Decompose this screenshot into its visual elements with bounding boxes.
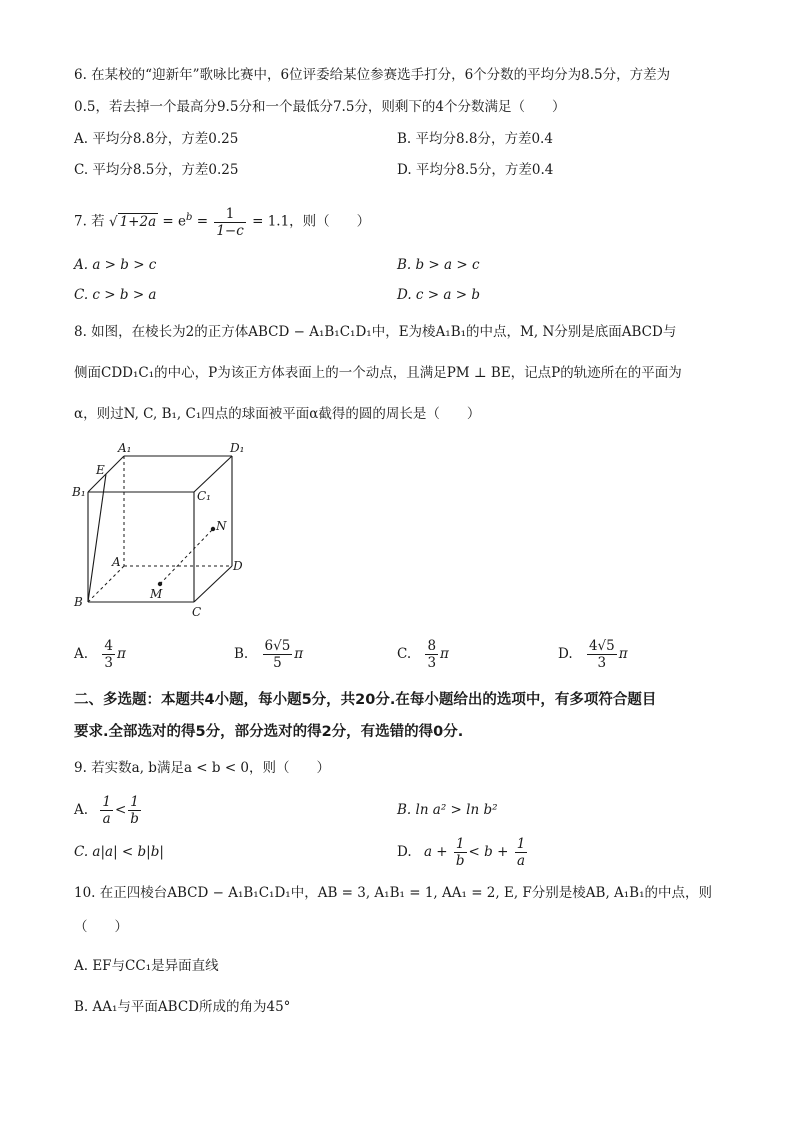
q8-b-den: 5 bbox=[273, 655, 282, 671]
q9-a-frac2 bbox=[128, 794, 141, 827]
q8-c-label: C. bbox=[397, 646, 412, 662]
label-n: N bbox=[216, 519, 227, 533]
q6-option-a: A. 平均分8.8分，方差0.25 bbox=[74, 131, 239, 147]
label-c1: C₁ bbox=[197, 489, 211, 503]
q8-d-frac bbox=[587, 638, 617, 671]
label-d: D bbox=[233, 559, 243, 573]
section2-heading-line2: 要求.全部选对的得5分，部分选对的得2分，有选错的得0分. bbox=[74, 724, 464, 740]
segment-be bbox=[88, 474, 106, 602]
q7-prefix: 7. 若 bbox=[74, 213, 105, 230]
q8-stem-line2: 侧面CDD₁C₁的中心，P为该正方体表面上的一个动点，且满足PM ⊥ BE，记点P的轨迹所在的平面为 bbox=[74, 365, 682, 381]
q9-d-n1: 1 bbox=[454, 836, 467, 853]
q9-d-n2: 1 bbox=[516, 836, 526, 852]
q9-option-c: C. a|a| < b|b| bbox=[74, 844, 164, 860]
q9-option-b: B. ln a² > ln b² bbox=[397, 802, 498, 818]
q9-a-n2: 1 bbox=[128, 794, 141, 811]
q9-d-frac2 bbox=[515, 836, 528, 869]
q9-option-d bbox=[397, 834, 529, 870]
label-c: C bbox=[192, 605, 202, 619]
q8-c-den: 3 bbox=[427, 655, 437, 671]
q8-b-label: B. bbox=[234, 646, 249, 662]
q10-option-a: A. EF与CC₁是异面直线 bbox=[74, 958, 219, 974]
point-m bbox=[158, 582, 162, 586]
label-a: A bbox=[112, 555, 121, 569]
q9-option-a bbox=[74, 792, 143, 828]
q7-stem bbox=[74, 198, 370, 238]
q8-d-den: 3 bbox=[597, 655, 607, 671]
q8-a-den: 3 bbox=[104, 655, 113, 671]
label-b1: B₁ bbox=[72, 485, 86, 499]
q8-a-pi: π bbox=[116, 646, 126, 662]
q9-d-d1: b bbox=[455, 853, 465, 869]
label-b: B bbox=[74, 595, 83, 609]
q6-option-c: C. 平均分8.5分，方差0.25 bbox=[74, 162, 239, 178]
q8-d-pi: π bbox=[618, 646, 628, 662]
q7-sqrt: √ 1+2a bbox=[108, 214, 157, 230]
q8-option-d bbox=[558, 636, 628, 672]
q7-exp: b bbox=[186, 212, 193, 223]
q8-c-frac bbox=[425, 638, 438, 671]
q8-option-b bbox=[234, 636, 303, 672]
q7-suffix: = 1.1，则（ ） bbox=[252, 213, 371, 230]
q8-c-pi: π bbox=[440, 646, 449, 662]
q8-option-c bbox=[397, 636, 449, 672]
q7-eq2: = bbox=[196, 213, 209, 230]
q8-a-num: 4 bbox=[104, 638, 113, 654]
q6-option-b: B. 平均分8.8分，方差0.4 bbox=[397, 131, 553, 147]
edge-d1c1 bbox=[194, 456, 232, 492]
q6-stem-line2: 0.5，若去掉一个最高分9.5分和一个最低分7.5分，则剩下的4个分数满足（ ） bbox=[74, 99, 566, 115]
q7-frac-den: 1−c bbox=[216, 222, 244, 239]
q8-stem-line1: 8. 如图，在棱长为2的正方体ABCD − A₁B₁C₁D₁中，E为棱A₁B₁的中点，M, N分别是底面ABCD与 bbox=[74, 324, 677, 340]
q9-a-d2: b bbox=[130, 811, 139, 827]
q8-stem-line3: α，则过N, C, B₁, C₁四点的球面被平面α截得的圆的周长是（ ） bbox=[74, 406, 481, 422]
q8-b-frac bbox=[263, 638, 293, 671]
q10-stem-line1: 10. 在正四棱台ABCD − A₁B₁C₁D₁中，AB = 3, A₁B₁ = 1, AA₁ = 2, E, F分别是棱AB, A₁B₁的中点，则 bbox=[74, 885, 713, 901]
q8-d-num: 4√5 bbox=[588, 638, 615, 654]
section2-heading-line1: 二、多选题：本题共4小题，每小题5分，共20分.在每小题给出的选项中，有多项符合题目 bbox=[74, 692, 657, 708]
q7-option-a: A. a > b > c bbox=[74, 257, 157, 273]
q9-a-d1: a bbox=[102, 811, 111, 827]
edge-dc bbox=[194, 566, 232, 602]
q7-sqrt-arg: 1+2a bbox=[119, 214, 157, 230]
q9-stem: 9. 若实数a, b满足a < b < 0，则（ ） bbox=[74, 760, 331, 776]
q6-stem-line1: 6. 在某校的“迎新年”歌咏比赛中，6位评委给某位参赛选手打分，6个分数的平均分为8.5分，方差为 bbox=[74, 67, 671, 83]
q6-option-d: D. 平均分8.5分，方差0.4 bbox=[397, 162, 554, 178]
q9-d-d2: a bbox=[516, 853, 526, 869]
q8-c-num: 8 bbox=[427, 638, 437, 654]
q8-a-frac bbox=[102, 638, 115, 671]
q10-stem-line2: （ ） bbox=[74, 919, 128, 935]
point-n bbox=[211, 527, 215, 531]
q7-option-c: C. c > b > a bbox=[74, 287, 157, 303]
label-a1: A₁ bbox=[118, 441, 132, 455]
label-m: M bbox=[150, 587, 163, 601]
q7-eq1: = e bbox=[162, 213, 187, 230]
cube-figure bbox=[70, 440, 260, 620]
q8-b-pi: π bbox=[294, 646, 304, 662]
q7-option-d: D. c > a > b bbox=[397, 287, 480, 303]
label-e: E bbox=[96, 463, 105, 477]
q9-a-op: < bbox=[114, 802, 127, 818]
q9-d-frac1 bbox=[454, 836, 467, 869]
edge-ab-hidden bbox=[88, 566, 124, 602]
q9-d-mid: < b + bbox=[468, 844, 509, 860]
q7-option-b: B. b > a > c bbox=[397, 257, 480, 273]
q8-b-num: 6√5 bbox=[264, 638, 291, 654]
q8-d-label: D. bbox=[558, 646, 573, 662]
q10-option-b: B. AA₁与平面ABCD所成的角为45° bbox=[74, 999, 291, 1015]
segment-mn-hidden bbox=[160, 529, 213, 584]
q8-option-a bbox=[74, 636, 126, 672]
q8-a-label: A. bbox=[74, 646, 89, 662]
q7-fraction bbox=[214, 206, 245, 239]
q9-d-pre: a + bbox=[423, 844, 448, 860]
q9-d-label: D. bbox=[397, 844, 412, 860]
label-d1: D₁ bbox=[230, 441, 245, 455]
q7-frac-num: 1 bbox=[214, 206, 245, 223]
q9-a-frac1 bbox=[100, 794, 113, 827]
q9-a-n1: 1 bbox=[102, 794, 111, 810]
q9-a-label: A. bbox=[74, 802, 89, 818]
